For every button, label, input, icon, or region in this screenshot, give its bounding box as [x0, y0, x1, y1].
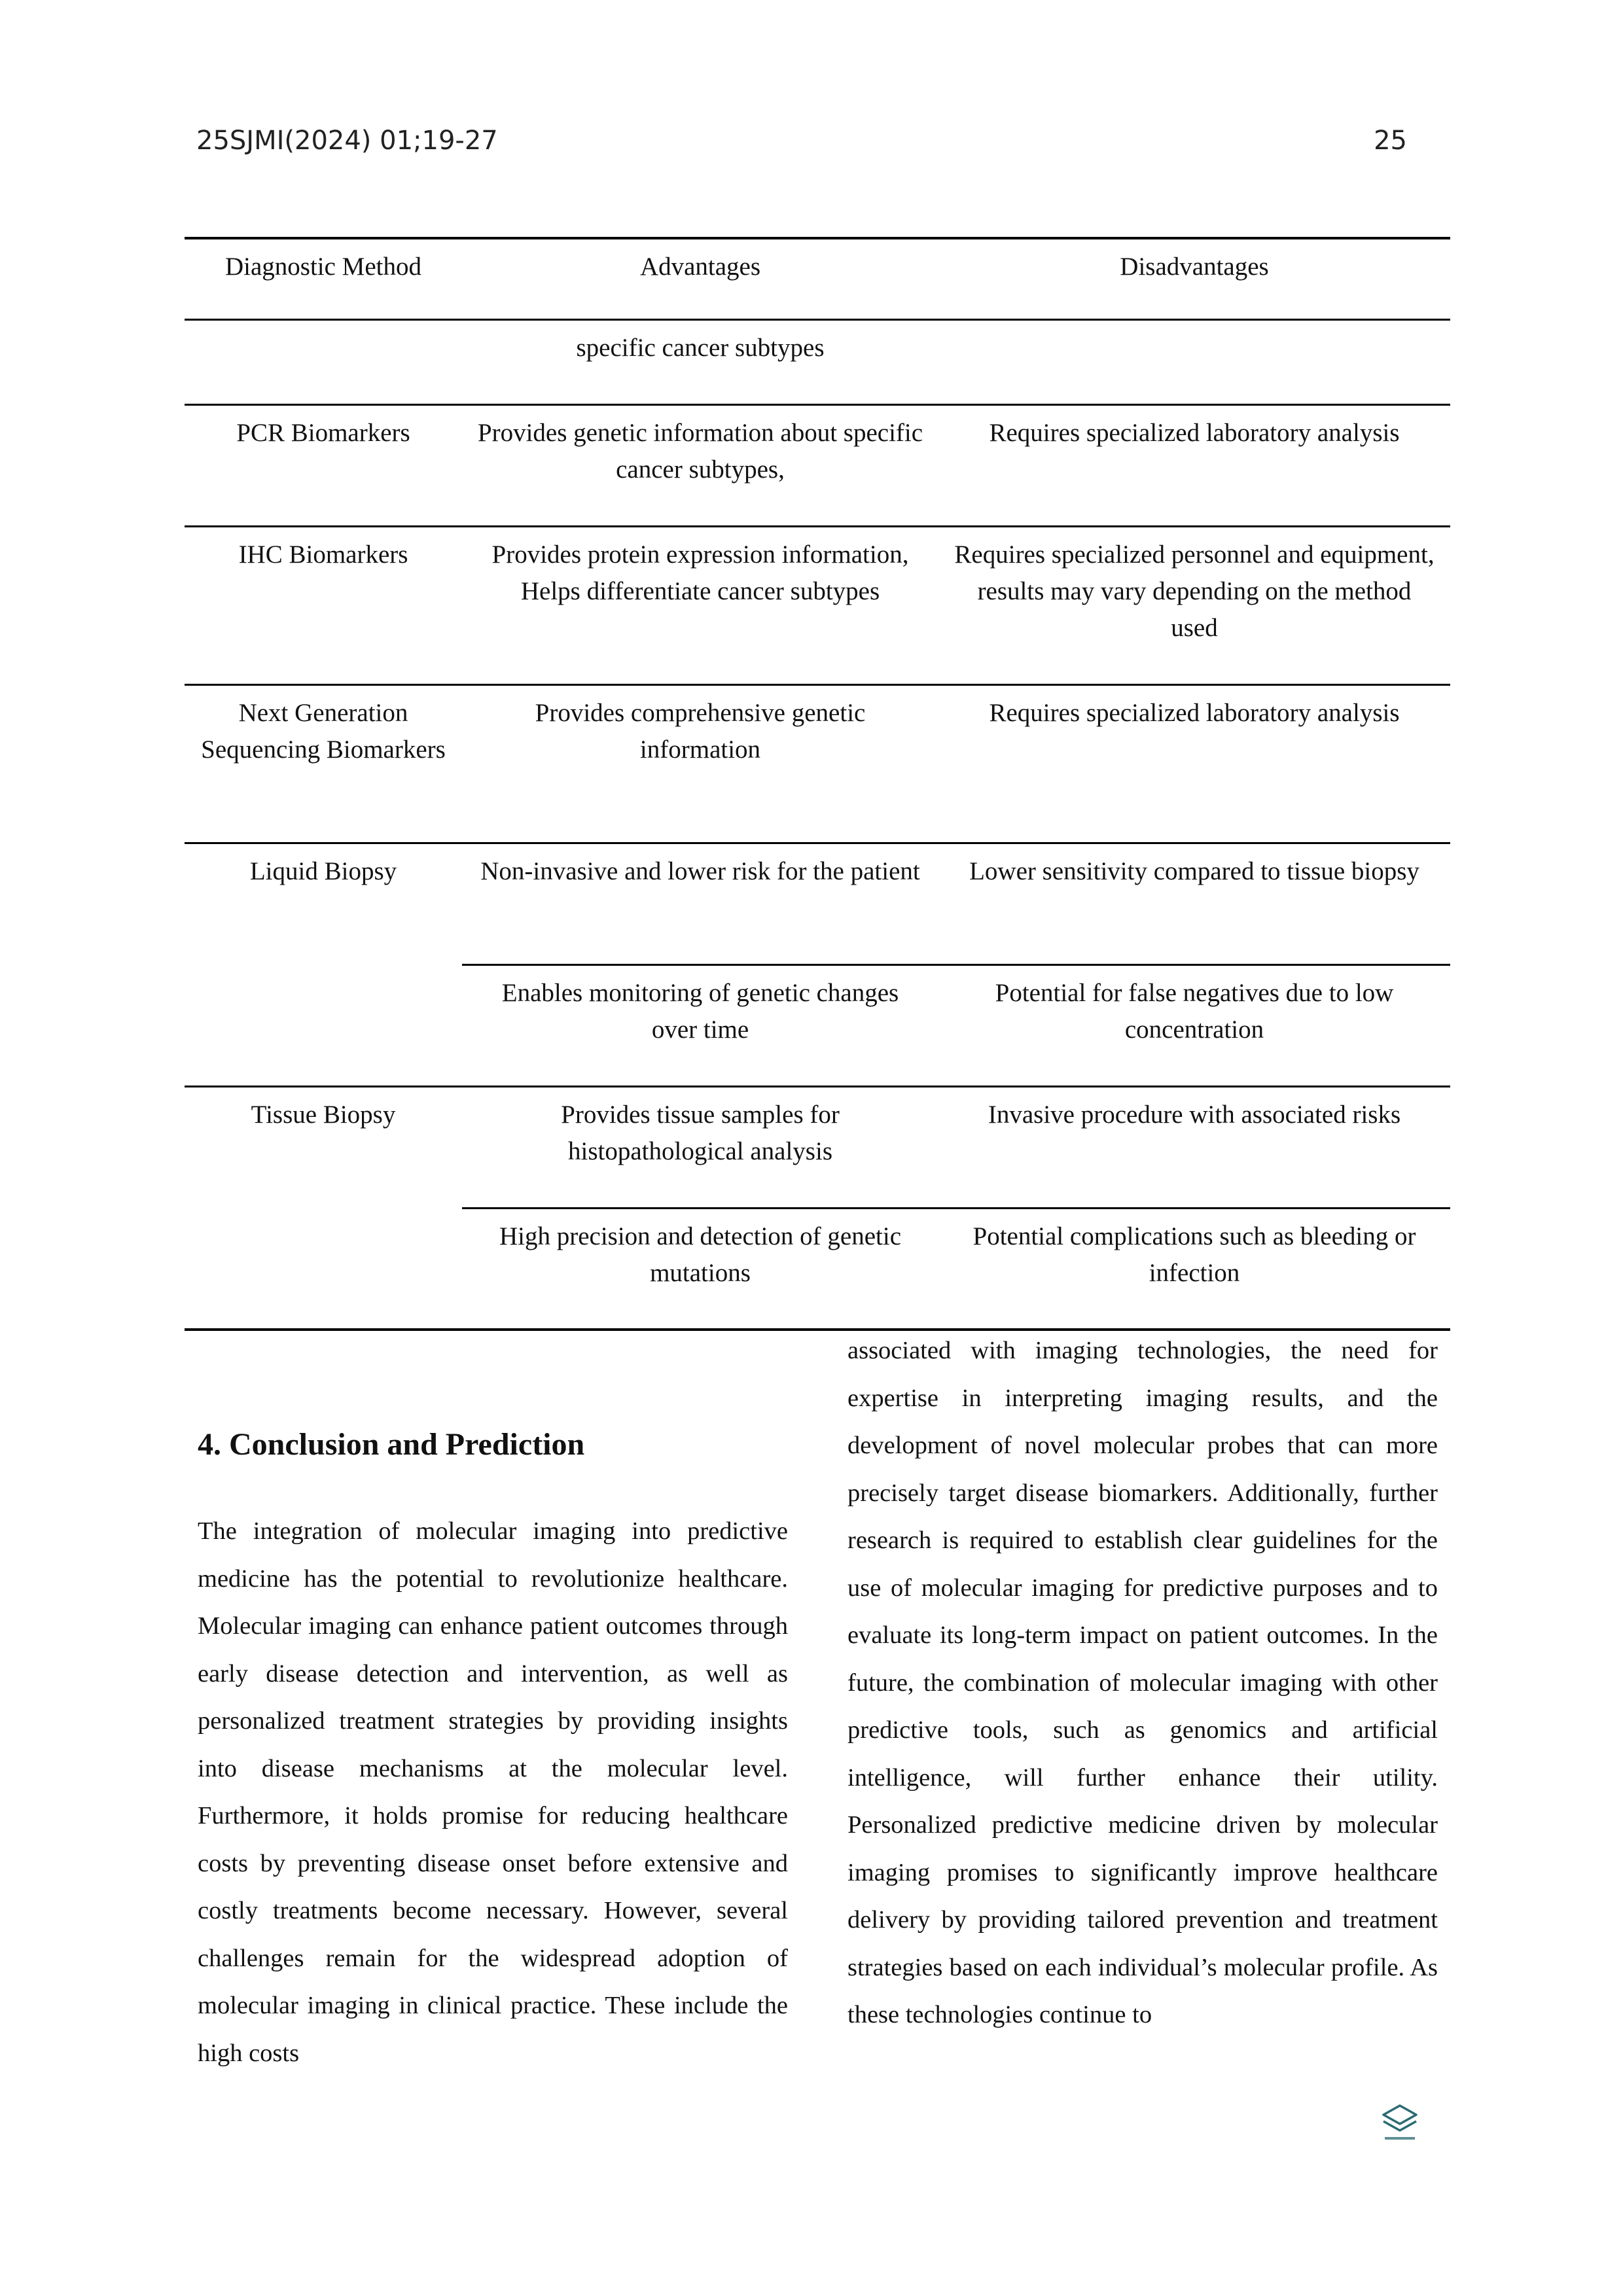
table-cell-disadvantage: Requires specialized laboratory analysis — [989, 698, 1400, 727]
body-column-right — [847, 1327, 1438, 2039]
table-row-continuation — [185, 319, 1450, 404]
table-row — [185, 404, 1450, 526]
table-cell-method: Next Generation Sequencing Biomarkers — [201, 698, 446, 764]
section-heading: 4. Conclusion and Prediction — [198, 1427, 585, 1462]
table-cell-method — [185, 319, 462, 404]
table-cell-advantage: Provides genetic information about specific cancer subtypes, — [477, 418, 923, 484]
table-cell-advantage: Provides protein expression information, Helps differentiate cancer subtypes — [491, 540, 909, 605]
table-cell-advantage: Provides comprehensive genetic information — [535, 698, 866, 764]
table-cell-advantage: specific cancer subtypes — [576, 333, 825, 362]
table-row — [185, 843, 1450, 964]
table-cell-disadvantage: Requires specialized personnel and equipment, results may vary depending on the method used — [954, 540, 1435, 642]
table-cell-advantage: Provides tissue samples for histopathological analysis — [561, 1100, 840, 1165]
table-cell-disadvantage: Requires specialized laboratory analysis — [989, 418, 1400, 447]
diagnostic-methods-table — [185, 237, 1450, 1331]
table-cell-method: Liquid Biopsy — [249, 857, 397, 885]
table-cell-advantage: Non-invasive and lower risk for the patient — [480, 857, 920, 885]
journal-reference: 25SJMI(2024) 01;19-27 — [196, 126, 498, 156]
table-cell-disadvantage: Potential for false negatives due to low concentration — [995, 978, 1394, 1044]
column-header-advantages: Advantages — [639, 253, 761, 281]
table-cell-method: Tissue Biopsy — [251, 1100, 396, 1129]
table-cell-method: IHC Biomarkers — [238, 540, 408, 569]
table-cell-advantage: Enables monitoring of genetic changes over time — [501, 978, 899, 1044]
table-row — [185, 1086, 1450, 1208]
table-cell-method: PCR Biomarkers — [236, 418, 410, 447]
paragraph: associated with imaging technologies, the need for expertise in interpreting imaging results, and the development of novel molecular probes that can more precisely target disease biomarkers. Additionally, further research is required to establish clear guidelines for the use of molecular imaging for predictive purposes and to evaluate its long-term impact on patient outcomes. In the future, the combination of molecular imaging with other predictive tools, such as genomics and artificial intelligence, will further enhance their utility. Personalized predictive medicine driven by molecular imaging promises to significantly improve healthcare delivery by providing tailored prevention and treatment strategies based on each individual’s molecular profile. As these technologies continue to — [847, 1337, 1438, 2028]
table-row — [185, 684, 1450, 843]
table-cell-disadvantage: Potential complications such as bleeding or infection — [972, 1222, 1416, 1287]
page-number: 25 — [1374, 126, 1407, 156]
table-cell-disadvantage: Invasive procedure with associated risks — [988, 1100, 1401, 1129]
table-cell-disadvantage: Lower sensitivity compared to tissue biopsy — [969, 857, 1419, 885]
paragraph: The integration of molecular imaging into predictive medicine has the potential to revolutionize healthcare. Molecular imaging can enhance patient outcomes through early disease detection and intervention, as well as personalized treatment strategies by providing insights into disease mechanisms at the molecular level. Furthermore, it holds promise for reducing healthcare costs by preventing disease onset before extensive and costly treatments become necessary. However, several challenges remain for the widespread adoption of molecular imaging in clinical practice. These include the high costs — [198, 1517, 788, 2067]
table-row — [185, 526, 1450, 684]
body-column-left — [198, 1508, 788, 2077]
publisher-logo-icon — [1376, 2102, 1424, 2147]
running-header — [196, 126, 1407, 165]
column-header-method: Diagnostic Method — [224, 253, 422, 281]
table-cell-advantage: High precision and detection of genetic mutations — [499, 1222, 902, 1287]
column-header-disadvantages: Disadvantages — [1120, 253, 1269, 281]
table-cell-disadvantage — [938, 319, 1450, 404]
table-header-row — [185, 238, 1450, 319]
